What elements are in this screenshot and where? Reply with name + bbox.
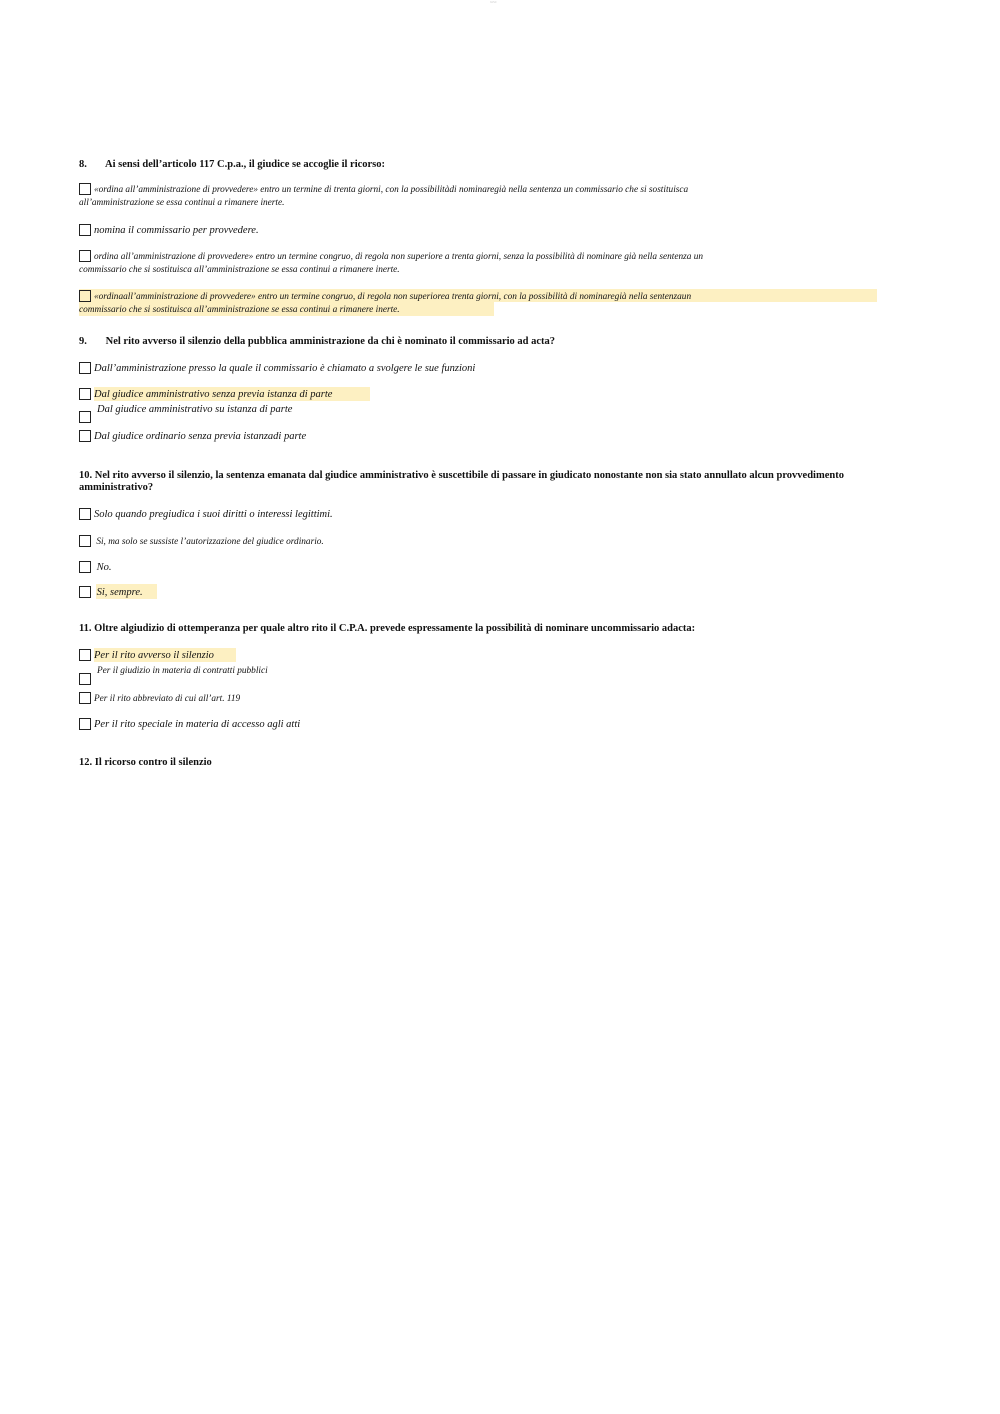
option-text: Dal giudice amministrativo senza previa istanza di parte [94,389,333,400]
checkbox[interactable] [79,561,91,573]
checkbox[interactable] [79,430,91,442]
q9-option-4[interactable] [79,430,879,443]
question-text: Nel rito avverso il silenzio della pubblica amministrazione da chi è nominato il commissario ad acta? [105,336,556,347]
option-text-line2: commissario che si sostituisca all’amministrazione se essa continui a rimanere inerte. [79,265,400,275]
checkbox[interactable] [79,388,91,400]
checkbox[interactable] [79,718,91,730]
q10-option-3[interactable] [79,561,879,574]
question-12 [79,757,849,769]
option-text: nomina il commissario per provvedere. [94,225,259,236]
checkbox[interactable] [79,411,91,423]
checkbox[interactable] [79,290,91,302]
q11-option-2-checkbox-row[interactable] [79,673,879,686]
checkbox[interactable] [79,183,91,195]
option-text: Dall’amministrazione presso la quale il commissario è chiamato a svolgere le sue funzioni [94,363,476,374]
checkbox[interactable] [79,692,91,704]
question-text: Ai sensi dell’articolo 117 C.p.a., il giudice se accoglie il ricorso: [105,159,386,170]
q9-option-3-checkbox-row[interactable] [79,411,879,424]
checkbox[interactable] [79,586,91,598]
checkbox[interactable] [79,508,91,520]
question-number: 11. [79,623,92,634]
q8-option-3[interactable] [79,250,879,277]
question-text: Il ricorso contro il silenzio [94,757,212,768]
q10-option-4[interactable] [79,586,879,599]
checkbox[interactable] [79,224,91,236]
question-number: 8. [79,159,87,170]
q11-option-1[interactable] [79,649,879,662]
q8-option-2[interactable] [79,224,879,237]
question-11 [79,623,879,635]
question-8 [79,159,849,171]
q11-option-4[interactable] [79,718,879,731]
question-number: 9. [79,336,87,347]
checkbox[interactable] [79,362,91,374]
option-text-line1: ordina all’amministrazione di provvedere» entro un termine congruo, di regola non superiore a trenta giorni, senza la possibilità di nominare già nella sentenza un [94,252,703,262]
q9-option-1[interactable] [79,362,879,375]
page-header-mark: ~~~~ [490,0,497,4]
q10-option-1[interactable] [79,508,879,521]
option-text: Solo quando pregiudica i suoi diritti o interessi legittimi. [94,509,333,520]
option-text-line1: «ordina all’amministrazione di provvedere» entro un termine di trenta giorni, con la possibilitàdi nominaregià nella sentenza un commissario che si sostituisca [94,185,689,195]
q8-option-4[interactable] [79,290,879,317]
question-10 [79,470,859,494]
checkbox[interactable] [79,535,91,547]
question-text: Nel rito avverso il silenzio, la sentenza emanata dal giudice amministrativo è suscettibile di passare in giudicato nonostante non sia stato annullato alcun provvedimento amministrativo? [79,470,844,493]
checkbox[interactable] [79,649,91,661]
question-text: Oltre algiudizio di ottemperanza per quale altro rito il C.P.A. prevede espressamente la possibilità di nominare uncommissario adacta: [94,623,696,634]
option-text-line2: all’amministrazione se essa continui a rimanere inerte. [79,198,285,208]
option-text: Si, sempre. [96,587,143,598]
checkbox[interactable] [79,673,91,685]
q8-option-1[interactable] [79,183,879,210]
option-text: Dal giudice amministrativo su istanza di parte [97,404,293,415]
q10-option-2[interactable] [79,535,879,549]
checkbox[interactable] [79,250,91,262]
option-text: Si, ma solo se sussiste l’autorizzazione del giudice ordinario. [96,537,324,547]
q9-option-2[interactable] [79,388,879,401]
question-9 [79,336,849,348]
option-text: Per il rito abbreviato di cui all’art. 119 [94,694,241,704]
option-text: Per il rito avverso il silenzio [94,650,214,661]
question-number: 10. [79,470,93,481]
option-text: Dal giudice ordinario senza previa istanzadi parte [94,431,307,442]
option-text: Per il giudizio in materia di contratti pubblici [97,666,268,676]
option-text-line1: «ordinaall’amministrazione di provvedere» entro un termine congruo, di regola non superiorea trenta giorni, con la possibilità di nominaregià nella sentenzaun [94,292,692,302]
option-text: No. [96,562,112,573]
question-number: 12. [79,757,93,768]
q11-option-3[interactable] [79,692,879,706]
option-text: Per il rito speciale in materia di accesso agli atti [94,719,301,730]
option-text-line2: commissario che si sostituisca all’amministrazione se essa continui a rimanere inerte. [79,305,400,315]
